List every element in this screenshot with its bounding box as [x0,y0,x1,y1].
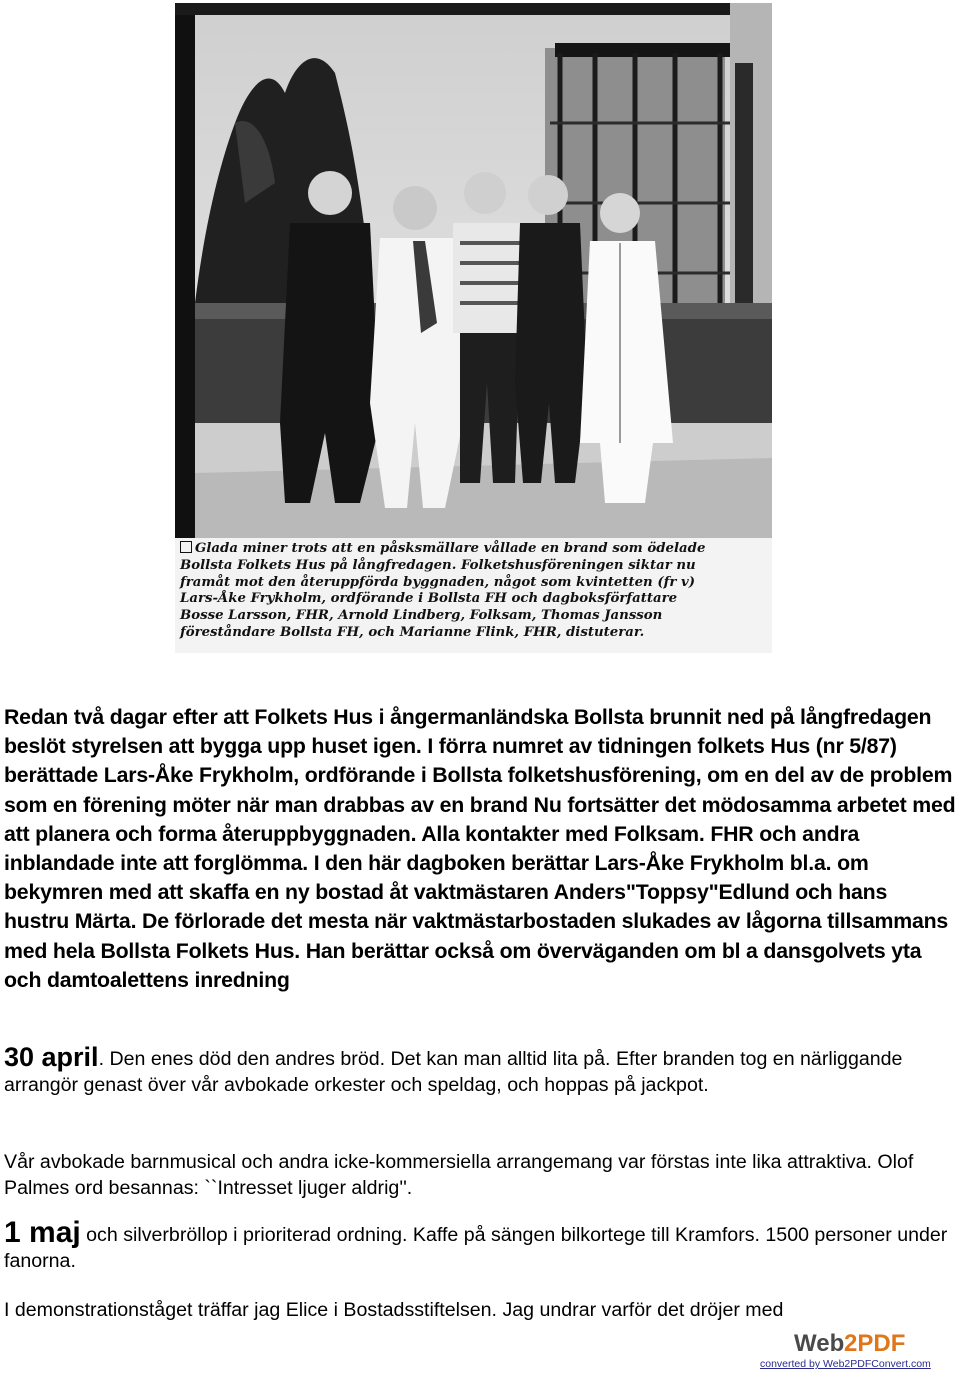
diary-entry [4,1216,956,1274]
diary-entry [4,1044,956,1098]
logo-2pdf: 2PDF [844,1330,906,1357]
photo-caption [180,541,765,642]
caption-text: Glada miner trots att en påsksmällare vållade en brand som ödelade Bollsta Folkets Hus på långfredagen. Folketshusföreningen siktar nu framåt mot den återuppförda byggnaden, något som kvintetten (fr v) Lars-Åke Frykholm, ordförande i Bollsta FH och dagboksförfattare Bosse Larsson, FHR, Arnold Lindberg, Folksam, Thomas Jansson föreståndare Bollsta FH, och Marianne Flink, FHR, distuterar. [180,541,706,640]
newspaper-clipping [175,3,772,653]
diary-entry [4,1297,956,1323]
diary-entry [4,1149,956,1201]
entry-text: I demonstrationståget träffar jag Elice i Bostadsstiftelsen. Jag undrar varför det dröjer med [4,1299,784,1321]
caption-checkbox-icon [180,541,192,553]
group-photo [175,3,772,538]
entry-date: 1 maj [4,1216,81,1249]
converter-link[interactable]: converted by Web2PDFConvert.com [760,1358,931,1370]
article-intro: Redan två dagar efter att Folkets Hus i ångermanländska Bollsta brunnit ned på långfredagen beslöt styrelsen att bygga upp huset igen. I förra numret av tidningen folkets Hus (nr 5/87) berättade Lars-Åke Frykholm, ordförande i Bollsta folketshusförening, om en del av de problem som en förening möter när man drabbas av en brand Nu fortsätter det mödosamma arbetet med att planera och forma återuppbyggnaden. Alla kontakter med Folksam. FHR och andra inblandade inte att forglömma. I den här dagboken berättar Lars-Åke Frykholm bl.a. om bekymren med att skaffa en ny bostad åt vaktmästaren Anders"Toppsy"Edlund och hans hustru Märta. De förlorade det mesta när vaktmästarbostaden slukades av lågorna tillsammans med hela Bollsta Folkets Hus. Han berättar också om överväganden om bl a dansgolvets yta och damtoalettens inredning [4,705,956,992]
entry-date: 30 april [4,1042,99,1072]
entry-text: Vår avbokade barnmusical och andra icke-kommersiella arrangemang var förstas inte lika attraktiva. Olof Palmes ord besannas: ``Intresset ljuger aldrig''. [4,1151,914,1199]
entry-text: och silverbröllop i prioriterad ordning. Kaffe på sängen bilkortege till Kramfors. 1500 personer under fanorna. [4,1224,948,1272]
web2pdf-logo [794,1329,906,1357]
entry-text: . Den enes död den andres bröd. Det kan man alltid lita på. Efter branden tog en närliggande arrangör genast över vår avbokade orkester och speldag, och hoppas på jackpot. [4,1048,903,1096]
logo-web: Web [794,1330,845,1357]
